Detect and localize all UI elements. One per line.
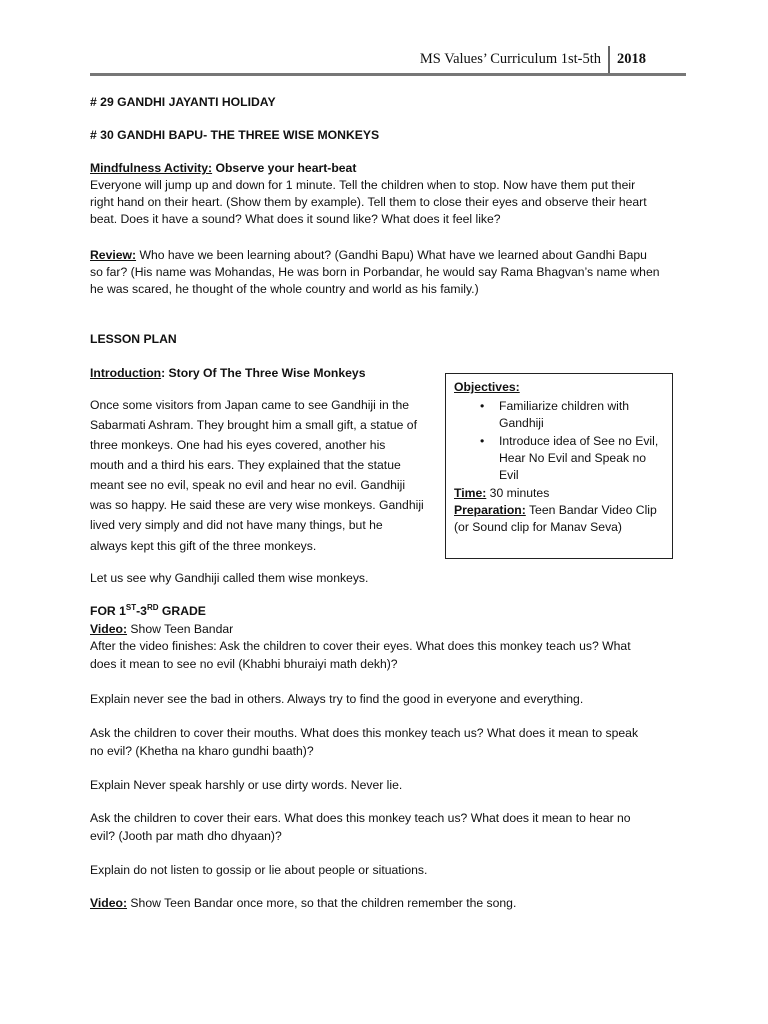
story-line: lived very simply and did not have many things, but he bbox=[90, 518, 383, 532]
video-1-line bbox=[90, 621, 233, 638]
story-line: mouth and a third his ears. They explained that the statue bbox=[90, 458, 401, 472]
grade-rd: RD bbox=[146, 602, 159, 612]
header-divider bbox=[608, 46, 610, 76]
story-line: Sabarmati Ashram. They brought him a small gift, a statue of bbox=[90, 418, 417, 432]
story-line: was so happy. He said these are very wise monkeys. Gandhiji bbox=[90, 498, 424, 512]
introduction-label: Introduction bbox=[90, 366, 162, 380]
introduction-title: : Story Of The Three Wise Monkeys bbox=[161, 366, 366, 380]
preparation-value: Teen Bandar Video Clip bbox=[525, 503, 657, 517]
mindfulness-title: Observe your heart-beat bbox=[212, 161, 357, 175]
mindfulness-heading bbox=[90, 160, 356, 177]
mindfulness-line: right hand on their heart. (Show them by example). Tell them to close their eyes and observe their heart bbox=[90, 195, 647, 209]
mindfulness-label: Mindfulness Activity: bbox=[90, 161, 213, 175]
heading-30: # 30 GANDHI BAPU- THE THREE WISE MONKEYS bbox=[90, 128, 380, 142]
grade-st: ST bbox=[125, 602, 137, 612]
objective-item-line: Hear No Evil and Speak no bbox=[499, 451, 647, 465]
objective-item-line: Familiarize children with bbox=[499, 399, 630, 413]
header-year: 2018 bbox=[617, 51, 646, 67]
video-label: Video: bbox=[90, 896, 128, 910]
paragraph-line: evil? (Jooth par math dho dhyaan)? bbox=[90, 829, 282, 843]
curriculum-title: MS Values’ Curriculum 1st-5th bbox=[419, 51, 601, 67]
objective-item-line: Evil bbox=[499, 468, 519, 482]
paragraph-line: Explain Never speak harshly or use dirty words. Never lie. bbox=[90, 778, 403, 792]
paragraph-line: Explain do not listen to gossip or lie about people or situations. bbox=[90, 863, 428, 877]
time-value: 30 minutes bbox=[486, 486, 550, 500]
story-line: three monkeys. One had his eyes covered, another his bbox=[90, 438, 386, 452]
heading-29: # 29 GANDHI JAYANTI HOLIDAY bbox=[90, 95, 276, 109]
paragraph-line: Ask the children to cover their ears. What does this monkey teach us? What does it mean to hear no bbox=[90, 811, 631, 825]
bullet-icon: • bbox=[480, 399, 485, 413]
objectives-title: Objectives: bbox=[454, 380, 520, 394]
header-rule bbox=[90, 73, 686, 76]
video-text: Show Teen Bandar once more, so that the children remember the song. bbox=[127, 896, 517, 910]
video-label: Video: bbox=[90, 622, 128, 636]
paragraph-line: no evil? (Khetha na kharo gundhi baath)? bbox=[90, 744, 314, 758]
objective-item-line: Gandhiji bbox=[499, 416, 544, 430]
bullet-icon: • bbox=[480, 434, 485, 448]
review-text: Who have we been learning about? (Gandhi Bapu) What have we learned about Gandhi Bapu bbox=[136, 248, 647, 262]
story-line: meant see no evil, speak no evil and hear no evil. Gandhiji bbox=[90, 478, 406, 492]
objectives-box bbox=[445, 373, 673, 559]
preparation-line bbox=[454, 502, 657, 519]
page-header bbox=[90, 40, 686, 78]
paragraph-line: Ask the children to cover their mouths. What does this monkey teach us? What does it mean to speak bbox=[90, 726, 639, 740]
story-line: always kept this gift of the three monkeys. bbox=[90, 539, 317, 553]
review-line: so far? (His name was Mohandas, He was born in Porbandar, he would say Rama Bhagvan’s name when bbox=[90, 265, 660, 279]
time-line bbox=[454, 485, 549, 502]
lesson-plan-heading: LESSON PLAN bbox=[90, 332, 177, 346]
objective-item-line: Introduce idea of See no Evil, bbox=[499, 434, 659, 448]
story-closing: Let us see why Gandhiji called them wise monkeys. bbox=[90, 571, 369, 585]
review-label: Review: bbox=[90, 248, 137, 262]
grade-for: FOR 1 bbox=[90, 604, 126, 618]
introduction-heading bbox=[90, 365, 366, 382]
video-text: Show Teen Bandar bbox=[127, 622, 234, 636]
preparation-label: Preparation: bbox=[454, 503, 526, 517]
grade-word: GRADE bbox=[158, 604, 206, 618]
mindfulness-line: beat. Does it have a sound? What does it sound like? What does it feel like? bbox=[90, 212, 501, 226]
story-line: Once some visitors from Japan came to see Gandhiji in the bbox=[90, 398, 410, 412]
review-line bbox=[90, 247, 647, 264]
preparation-line: (or Sound clip for Manav Seva) bbox=[454, 520, 622, 534]
paragraph-line: Explain never see the bad in others. Always try to find the good in everyone and everything. bbox=[90, 692, 584, 706]
paragraph-line: does it mean to see no evil (Khabhi bhuraiyi math dekh)? bbox=[90, 657, 398, 671]
video-2-line bbox=[90, 895, 516, 912]
grade-heading bbox=[90, 603, 206, 620]
time-label: Time: bbox=[454, 486, 487, 500]
paragraph-line: After the video finishes: Ask the children to cover their eyes. What does this monkey teach us? What bbox=[90, 639, 631, 653]
grade-dash: -3 bbox=[136, 604, 147, 618]
mindfulness-line: Everyone will jump up and down for 1 minute. Tell the children when to stop. Now have them put their bbox=[90, 178, 636, 192]
review-line: he was scared, he thought of the whole country and world as his family.) bbox=[90, 282, 479, 296]
